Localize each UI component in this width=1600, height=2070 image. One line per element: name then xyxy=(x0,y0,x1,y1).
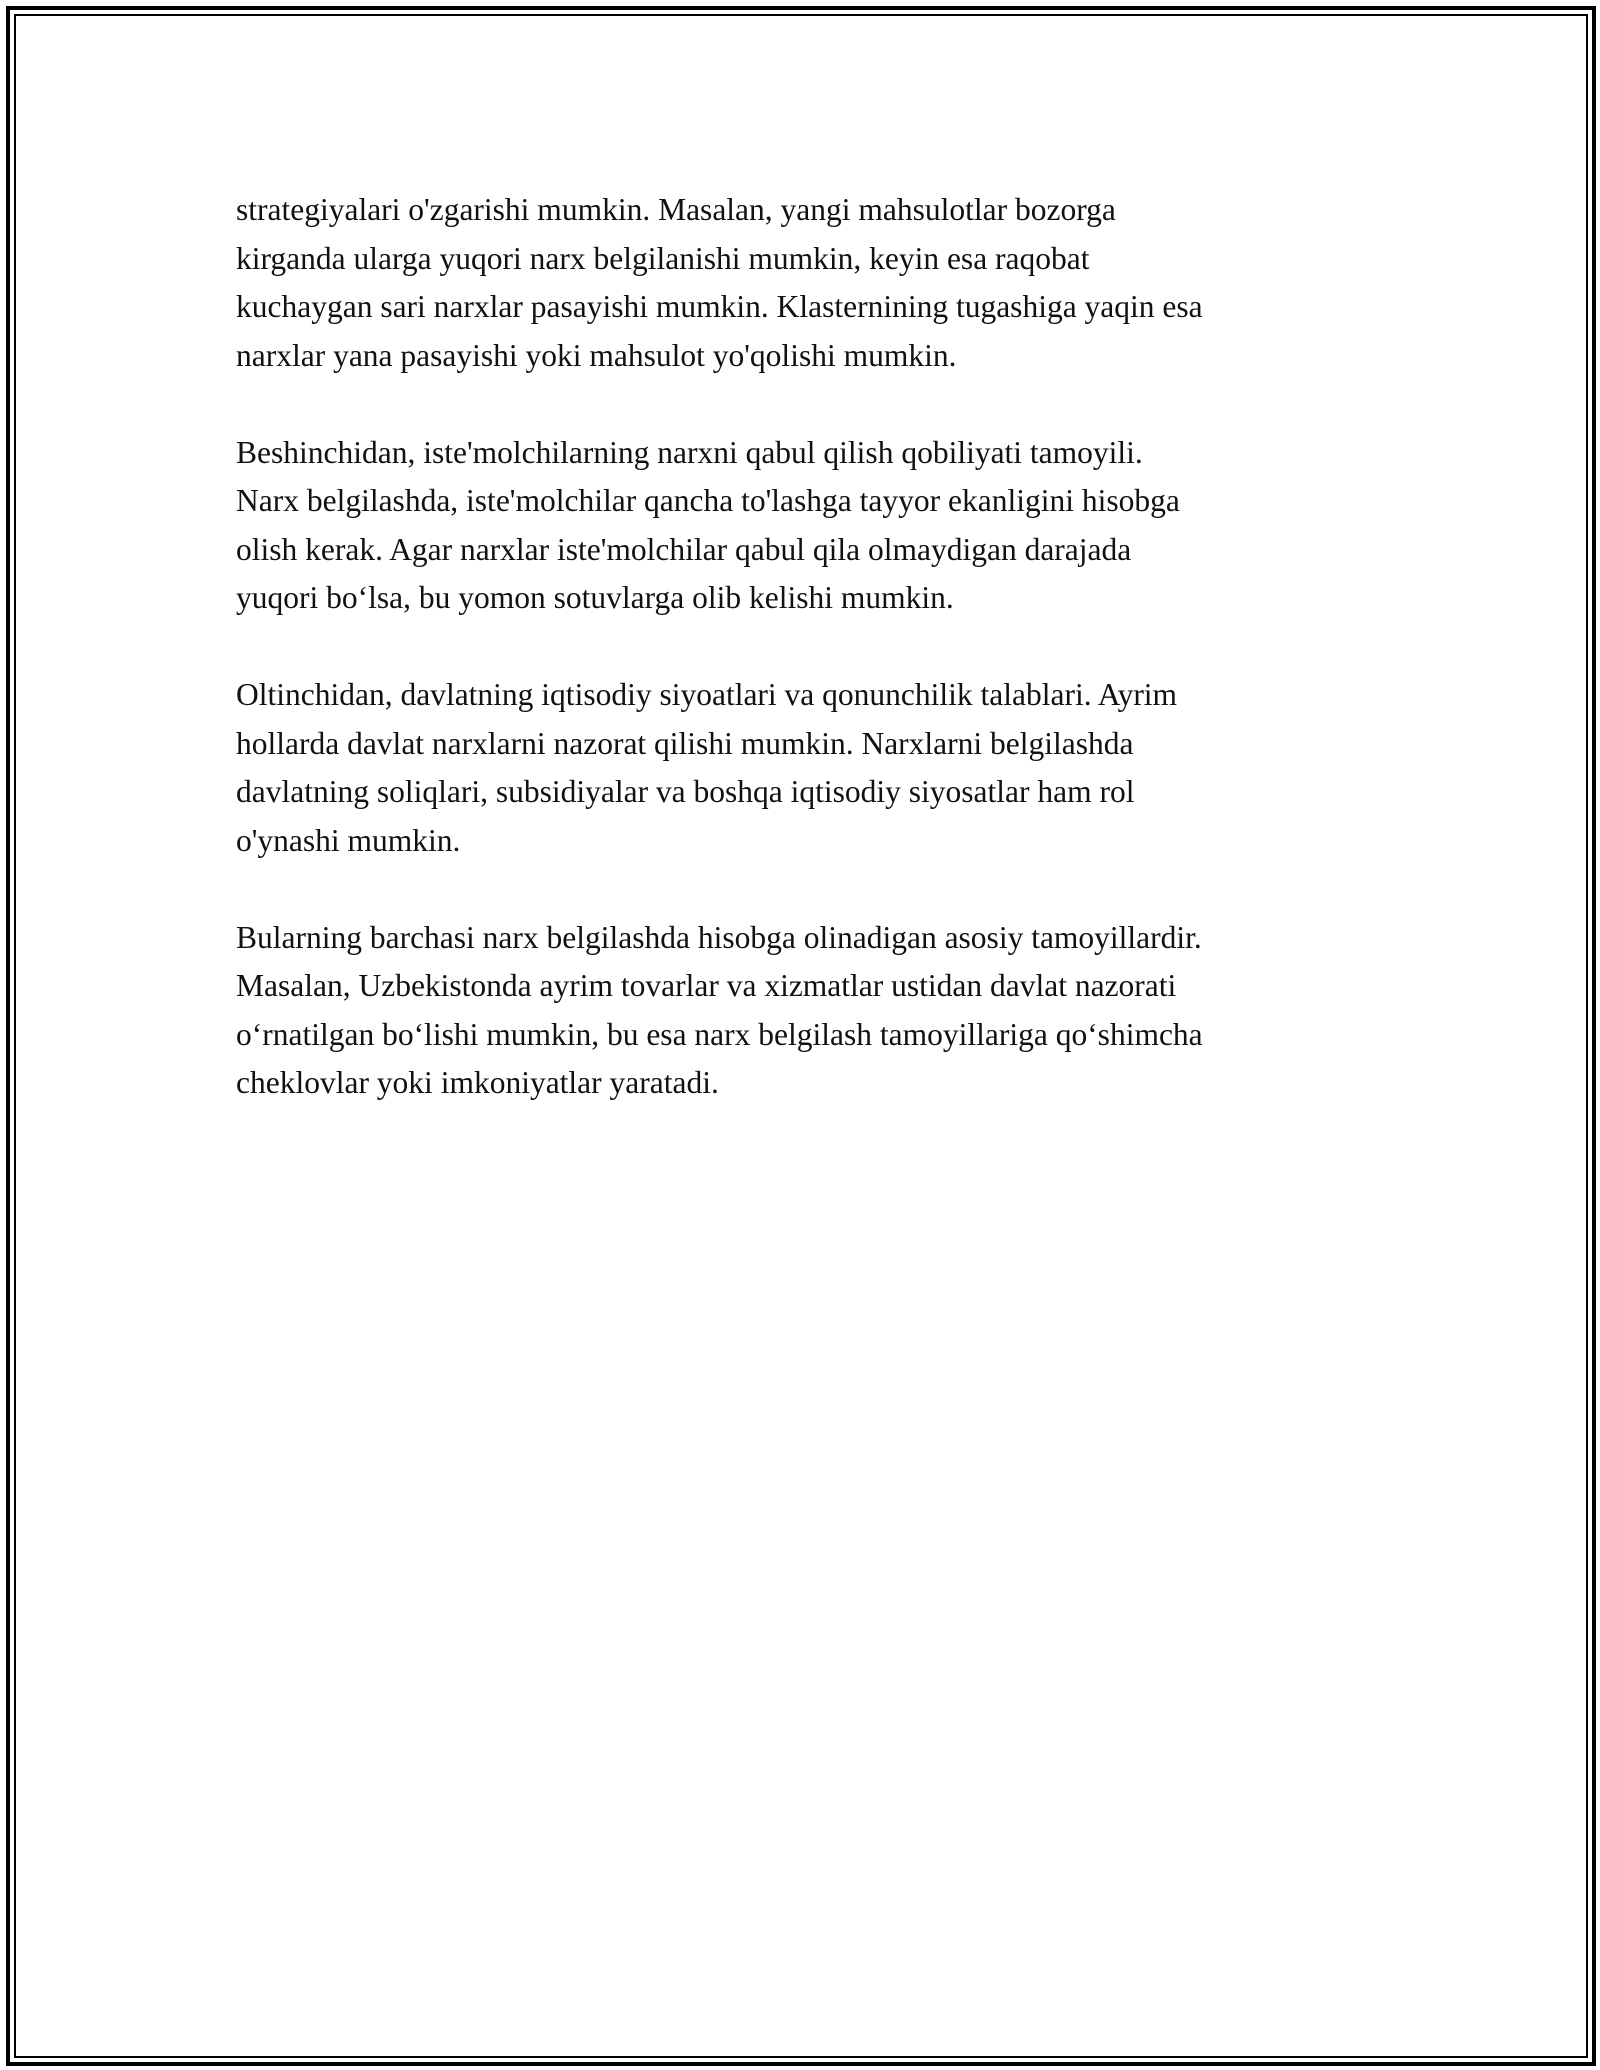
text-line: olish kerak. Agar narxlar iste'molchilar qabul qila olmaydigan darajada xyxy=(236,531,1132,567)
text-line: yuqori bo‘lsa, bu yomon sotuvlarga olib kelishi mumkin. xyxy=(236,580,954,615)
paragraph-conclusion xyxy=(236,914,1366,1108)
text-line: davlatning soliqlari, subsidiyalar va boshqa iqtisodiy siyosatlar ham rol xyxy=(236,774,1135,809)
paragraph-pricing-strategy-changes xyxy=(236,186,1366,380)
text-line: Bularning barchasi narx belgilashda hisobga olinadigan asosiy tamoyillardir. xyxy=(236,919,1202,955)
page-content xyxy=(236,186,1366,1156)
text-line: cheklovlar yoki imkoniyatlar yaratadi. xyxy=(236,1065,719,1100)
text-line: strategiyalari o'zgarishi mumkin. Masalan, yangi mahsulotlar bozorga xyxy=(236,192,1116,227)
text-line: kuchaygan sari narxlar pasayishi mumkin. Klasternining tugashiga yaqin esa xyxy=(236,289,1203,324)
paragraph-sixth-principle xyxy=(236,671,1366,865)
text-line: Beshinchidan, iste'molchilarning narxni qabul qilish qobiliyati tamoyili. xyxy=(236,434,1143,470)
text-line: kirganda ularga yuqori narx belgilanishi mumkin, keyin esa raqobat xyxy=(236,240,1090,276)
text-line: Masalan, Uzbekistonda ayrim tovarlar va xizmatlar ustidan davlat nazorati xyxy=(236,968,1177,1003)
text-line: Oltinchidan, davlatning iqtisodiy siyoatlari va qonunchilik talablari. Ayrim xyxy=(236,677,1178,712)
text-line: narxlar yana pasayishi yoki mahsulot yo'qolishi mumkin. xyxy=(236,337,957,373)
text-line: Narx belgilashda, iste'molchilar qancha to'lashga tayyor ekanligini hisobga xyxy=(236,483,1180,518)
text-line: o'ynashi mumkin. xyxy=(236,822,461,858)
paragraph-fifth-principle xyxy=(236,429,1366,623)
text-line: hollarda davlat narxlarni nazorat qilishi mumkin. Narxlarni belgilashda xyxy=(236,725,1134,761)
text-line: o‘rnatilgan bo‘lishi mumkin, bu esa narx belgilash tamoyillariga qo‘shimcha xyxy=(236,1016,1203,1052)
